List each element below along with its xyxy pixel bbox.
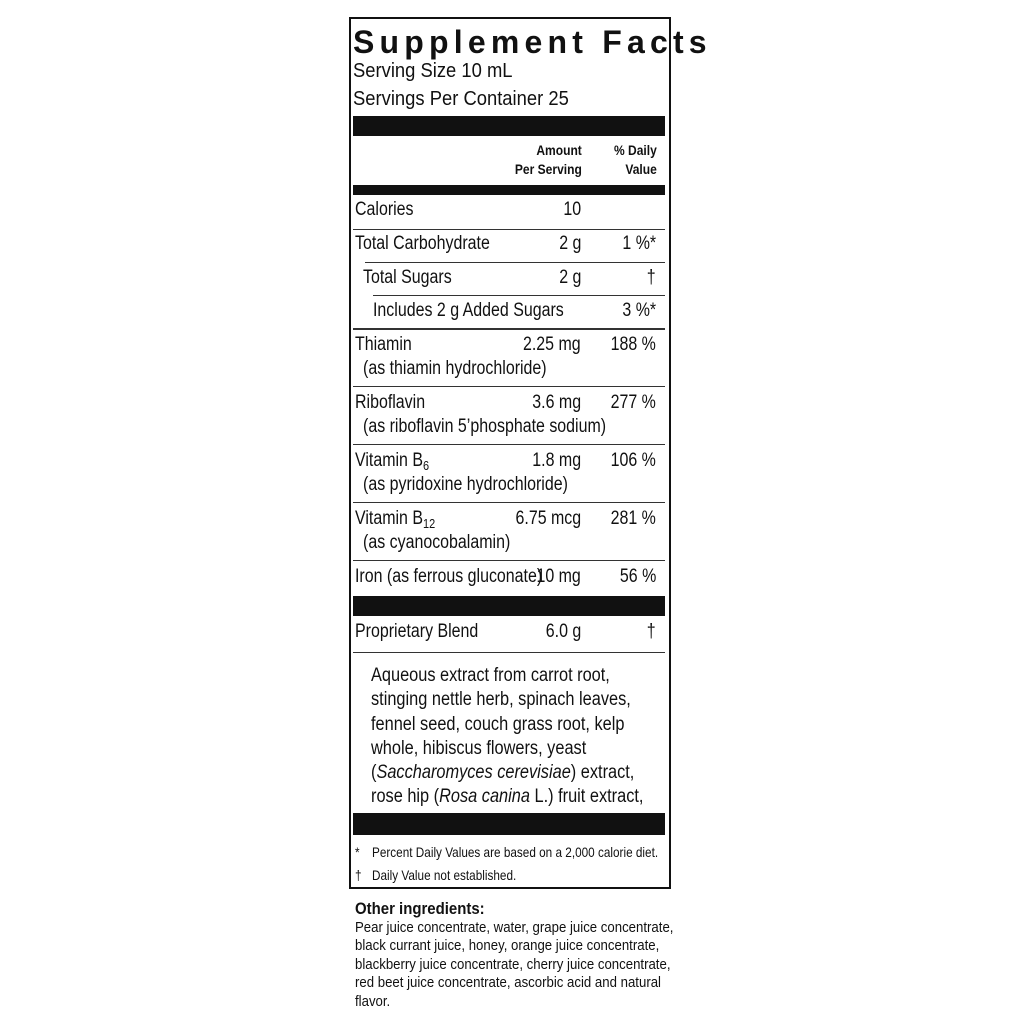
footnote-star-mark: * [355,844,360,860]
amount-header-line1: Amount [536,142,582,158]
nutrient-name: Thiamin [355,334,412,355]
footnote-star-text: Percent Daily Values are based on a 2,000 calorie diet. [372,844,659,860]
row-divider [353,652,665,653]
blend-text-part: Aqueous extract from carrot root, stinging nettle herb, spinach leaves, fennel seed, couch grass root, kelp whole, hibiscus flowers, yeast ( [371,665,631,784]
row-divider [353,229,665,230]
nutrient-amount: 10 mg [536,566,581,587]
blend-amount: 6.0 g [545,621,581,642]
nutrient-name: Riboflavin [355,392,426,413]
nutrient-daily-value: 1 %* [622,233,656,254]
nutrient-amount: 1.8 mg [532,450,581,471]
column-header-daily-value [614,141,657,179]
nutrient-source: (as thiamin hydrochloride) [363,358,547,379]
amount-header-line2: Per Serving [515,161,582,177]
nutrient-daily-value: 188 % [610,334,656,355]
nutrient-name: Total Carbohydrate [355,233,490,254]
row-divider [365,262,665,263]
nutrient-name: Calories [355,199,414,220]
nutrient-source: (as riboflavin 5’phosphate sodium) [363,416,607,437]
nutrient-name: Includes 2 g Added Sugars [373,300,564,321]
supplement-facts-panel [349,17,712,889]
row-divider [353,444,665,445]
row-divider [353,560,665,561]
footnote-dagger-mark: † [355,867,362,883]
nutrient-name: Iron (as ferrous gluconate) [355,566,543,587]
nutrient-daily-value: † [647,267,656,288]
thick-divider [353,596,665,616]
other-ingredients-text: Pear juice concentrate, water, grape juice concentrate, black currant juice, honey, orange juice concentrate, blackberry juice concentrate, cherry juice concentrate, red beet juice concentrate, ascorbic acid and natural flavor. [355,918,674,1010]
nutrient-source: (as pyridoxine hydrochloride) [363,474,568,495]
vitamin-subscript: 12 [423,516,436,531]
other-ingredients [355,900,689,1011]
nutrient-daily-value: 106 % [610,450,656,471]
row-divider [373,295,665,296]
nutrient-name: Total Sugars [363,267,452,288]
nutrient-amount: 3.6 mg [532,392,581,413]
blend-text-part: ) extract, rose hip ( [371,762,635,808]
servings-per-container: Servings Per Container 25 [353,88,569,110]
blend-daily-value: † [647,621,656,642]
nutrient-daily-value: 281 % [610,508,656,529]
nutrient-daily-value: 56 % [619,566,656,587]
nutrient-amount: 2 g [558,233,581,254]
panel-title: Supplement Facts [353,24,712,60]
nutrient-amount: 2.25 mg [523,334,581,355]
blend-text-italic: Saccharomyces cerevisiae [376,762,571,784]
nutrient-amount: 6.75 mcg [515,508,581,529]
vitamin-subscript: 6 [423,458,430,473]
footnote-dagger-text: Daily Value not established. [372,867,517,883]
row-divider [353,386,665,387]
blend-name: Proprietary Blend [355,621,479,642]
dv-header-line2: Value [625,161,657,177]
column-header-amount [515,141,582,179]
vitamin-name: Vitamin B [355,508,424,529]
thick-divider [353,813,665,835]
thick-divider [353,116,665,136]
other-ingredients-title: Other ingredients: [355,899,485,918]
blend-text-part: L.) fruit extract, [534,786,644,808]
nutrient-daily-value: 277 % [610,392,656,413]
serving-size: Serving Size 10 mL [353,60,513,82]
blend-description [371,664,655,834]
dv-header-line1: % Daily [614,142,657,158]
medium-divider [353,185,665,195]
nutrient-amount: 10 [563,199,581,220]
row-divider [353,328,665,330]
row-divider [353,502,665,503]
nutrient-amount: 2 g [558,267,581,288]
blend-text-italic: Rosa canina [439,786,530,808]
vitamin-name: Vitamin B [355,450,424,471]
nutrient-daily-value: 3 %* [622,300,656,321]
nutrient-source: (as cyanocobalamin) [363,532,511,553]
